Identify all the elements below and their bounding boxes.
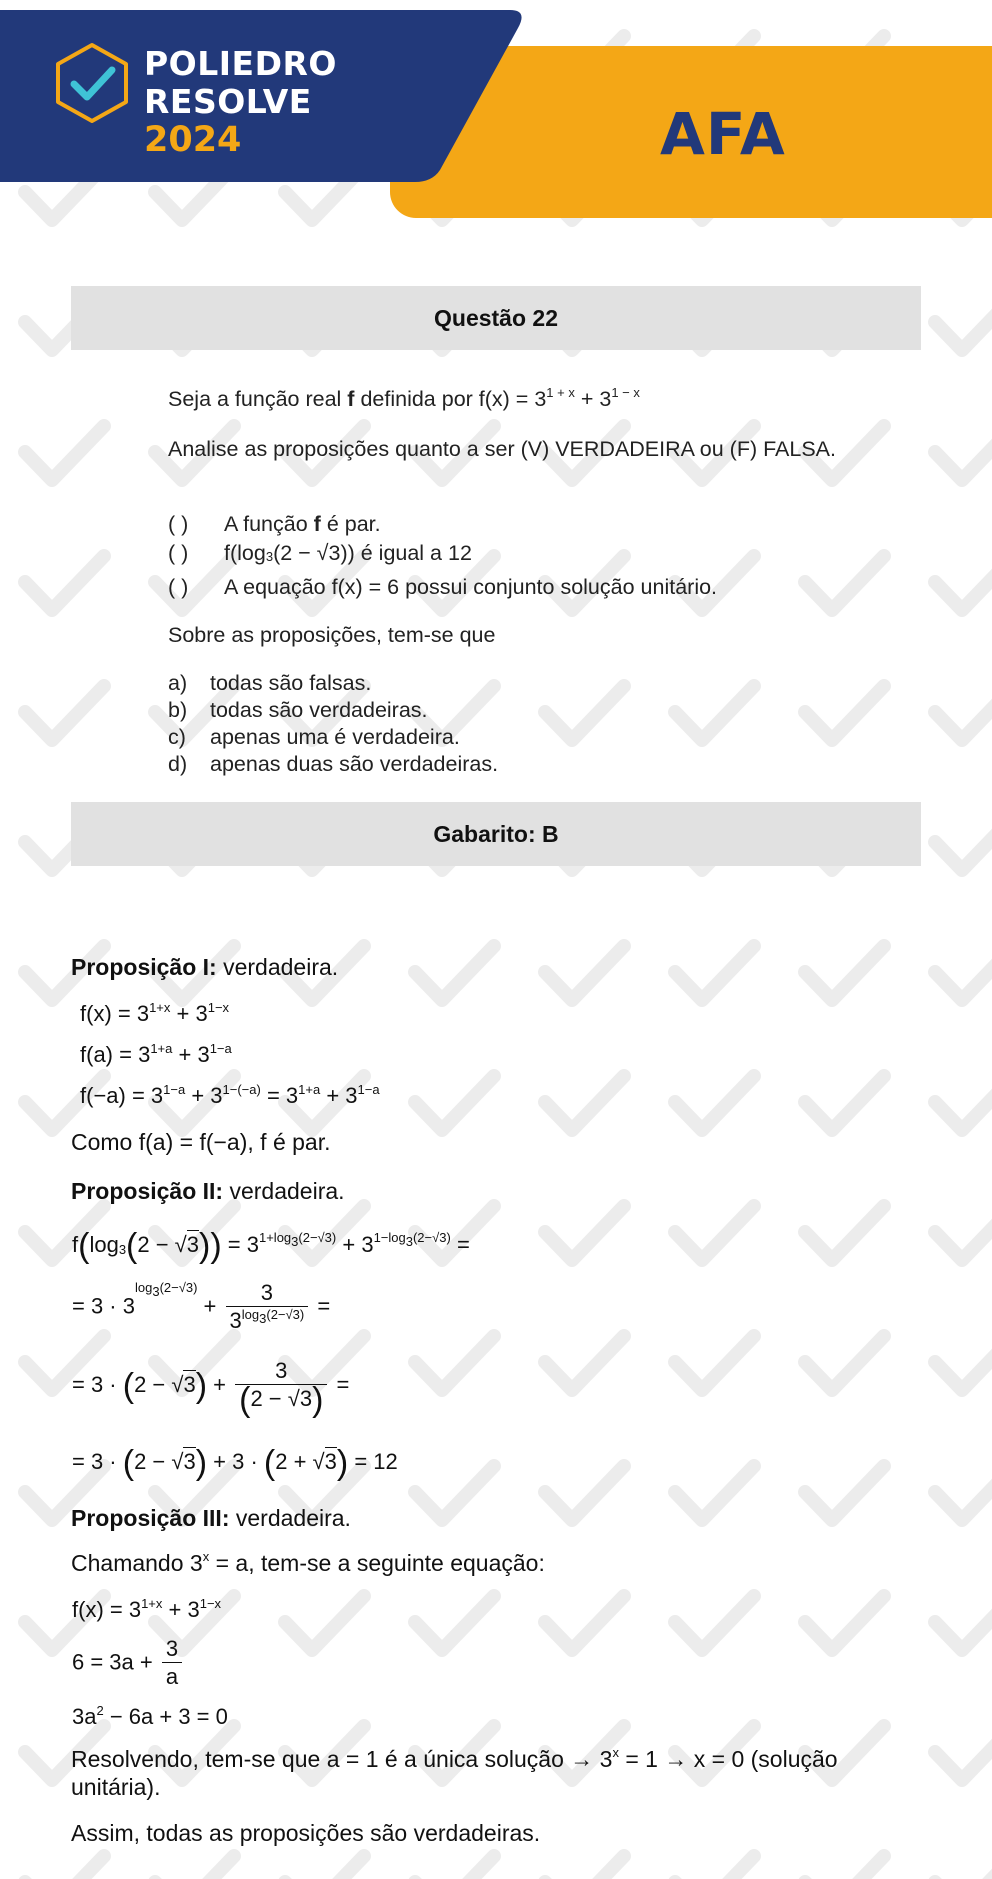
equation-p1-line2: $f(a) = 3^{1+a} + 3^{1-a}$	[80, 1041, 232, 1067]
question-title: Questão 22	[434, 304, 558, 331]
proposition-item-3: ( ) A equação f(x) = 6 possui conjunto solução unitário.	[168, 575, 718, 599]
checkmark-hexagon-icon	[54, 42, 130, 124]
final-conclusion: Assim, todas as proposições são verdadeiras.	[71, 1820, 541, 1846]
answer-bar	[71, 802, 921, 866]
option-a: a) todas são falsas.	[168, 671, 372, 695]
equation-p2-line3: = 3 · (2 − √3) + $\frac{3}{(2 - √3)}$ =	[72, 1358, 350, 1420]
brand-logo-text	[144, 45, 337, 159]
question-prompt: Sobre as proposições, tem-se que	[168, 623, 496, 647]
equation-p3-line3: $3a^2 - 6a + 3 = 0$	[72, 1703, 228, 1729]
equation-p1-line1: $f(x) = 3^{1+x} + 3^{1-x}$	[80, 1000, 230, 1026]
proposition-1-conclusion: Como f(a) = f(−a), f é par.	[71, 1129, 331, 1155]
equation-p3-line2: 6 = 3a + $\frac{3}{a}$	[72, 1636, 185, 1691]
answer-title: Gabarito: B	[433, 820, 559, 847]
proposition-3-intro: Chamando $3^x = a$, tem-se a seguinte equação:	[71, 1549, 545, 1576]
brand-year: 2024	[144, 120, 242, 160]
brand-line1: POLIEDRO	[144, 44, 337, 83]
question-instruction: Analise as proposições quanto a ser (V) VERDADEIRA ou (F) FALSA.	[168, 437, 836, 461]
proposition-3-heading: Proposição III: verdadeira.	[71, 1505, 351, 1531]
equation-p3-line1: $f(x) = 3^{1+x} + 3^{1-x}$	[72, 1596, 222, 1622]
proposition-item-2: ( ) $f(\log_3(2 - √3))$ é igual a 12	[168, 541, 472, 565]
question-title-bar	[71, 286, 921, 350]
option-b: b) todas são verdadeiras.	[168, 698, 428, 722]
exam-name: AFA	[660, 100, 786, 168]
equation-p2-line2: = $3 \cdot 3^{log_3(2-√3)}$ + $\frac{3}{3^{log_3(2-√3)}}$ =	[72, 1280, 331, 1333]
equation-p2-line1: $f(\log_3(2 - √3)) = 3^{1+log_3(2-√3)} + 3^{1-log_3(2-√3)}$ =	[72, 1227, 470, 1266]
equation-p2-line4: = 3 · (2 − √3) + 3 · (2 + √3) = 12	[72, 1444, 398, 1483]
brand-line2: RESOLVE	[144, 82, 312, 121]
proposition-2-heading: Proposição II: verdadeira.	[71, 1178, 345, 1204]
option-c: c) apenas uma é verdadeira.	[168, 725, 460, 749]
proposition-item-1: ( ) A função f é par.	[168, 512, 381, 536]
option-d: d) apenas duas são verdadeiras.	[168, 752, 499, 776]
proposition-3-resolution: Resolvendo, tem-se que a = 1 é a única solução → $3^x = 1 \to x = 0$ (solução unitária).	[71, 1745, 838, 1800]
equation-p1-line3: $f(-a) = 3^{1-a} + 3^{1-(-a)} = 3^{1+a} + 3^{1-a}$	[80, 1082, 380, 1108]
proposition-1-heading: Proposição I: verdadeira.	[71, 954, 339, 980]
question-intro: Seja a função real f definida por $f(x) = 3^{1 + x} + 3^{1 - x}$	[168, 385, 640, 411]
